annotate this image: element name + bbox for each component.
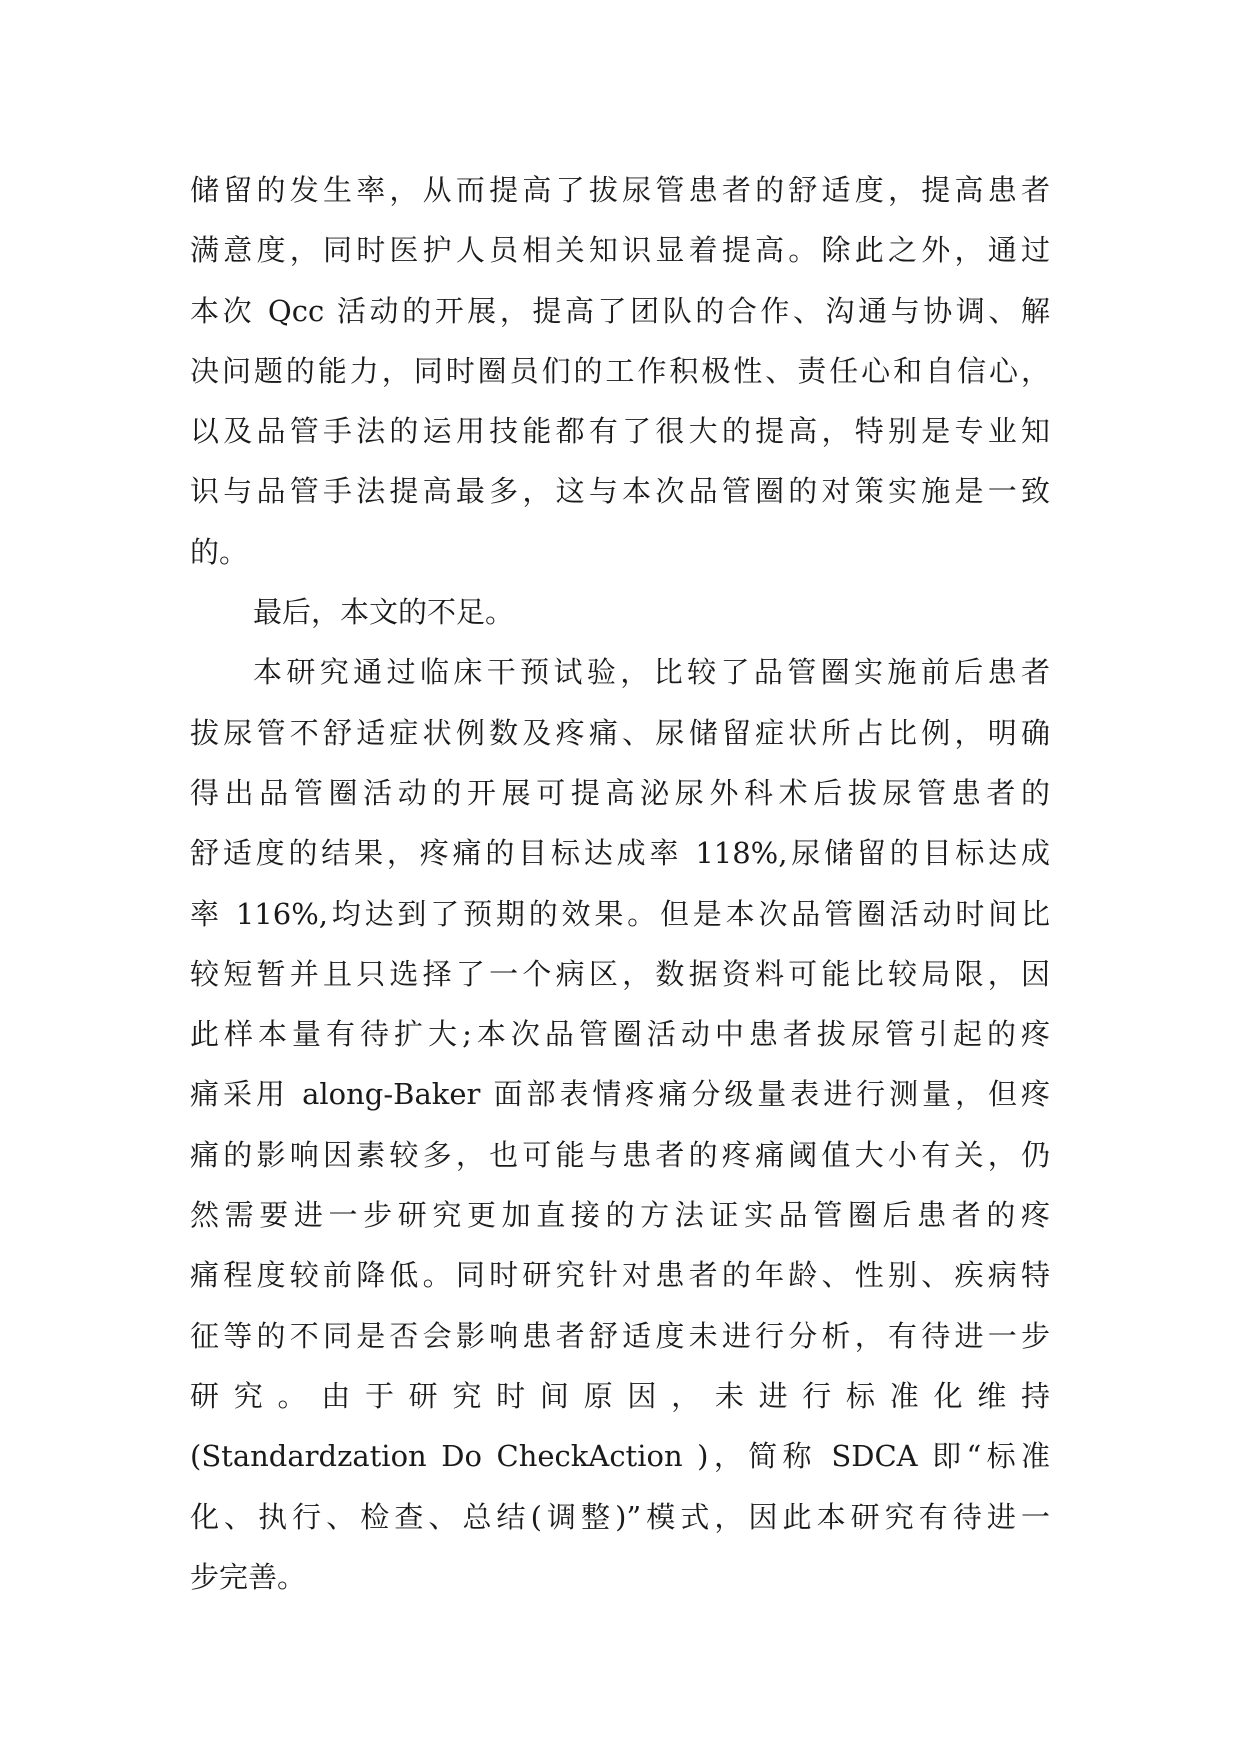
text-line: 痛采用 along-Baker 面部表情疼痛分级量表进行测量，但疼 — [190, 1077, 1050, 1112]
text-line: (Standardzation Do CheckAction )，简称 SDCA 即“标准 — [190, 1439, 1050, 1474]
text-line: 较短暂并且只选择了一个病区，数据资料可能比较局限，因 — [190, 956, 1050, 991]
text-line: 研究。由于研究时间原因，未进行标准化维持 — [190, 1378, 1050, 1413]
text-line: 痛程度较前降低。同时研究针对患者的年龄、性别、疾病特 — [190, 1258, 1050, 1293]
text-line: 此样本量有待扩大;本次品管圈活动中患者拔尿管引起的疼 — [190, 1017, 1050, 1052]
text-line: 得出品管圈活动的开展可提高泌尿外科术后拔尿管患者的 — [190, 775, 1050, 810]
document-body — [190, 160, 1050, 1607]
text-line: 步完善。 — [190, 1559, 307, 1594]
text-line: 的。 — [190, 534, 249, 569]
paragraph-limitations-heading — [190, 582, 1050, 642]
text-line: 储留的发生率，从而提高了拔尿管患者的舒适度，提高患者 — [190, 173, 1050, 207]
text-line: 满意度，同时医护人员相关知识显着提高。除此之外，通过 — [190, 233, 1050, 268]
text-line: 然需要进一步研究更加直接的方法证实品管圈后患者的疼 — [190, 1198, 1050, 1233]
text-line: 本次 Qcc 活动的开展，提高了团队的合作、沟通与协调、解 — [190, 293, 1050, 328]
text-line: 识与品管手法提高最多，这与本次品管圈的对策实施是一致 — [190, 474, 1050, 509]
text-line: 决问题的能力，同时圈员们的工作积极性、责任心和自信心， — [190, 353, 1050, 388]
text-line: 本研究通过临床干预试验，比较了品管圈实施前后患者 — [253, 655, 1050, 690]
text-line: 化、执行、检查、总结(调整)”模式，因此本研究有待进一 — [190, 1499, 1050, 1534]
text-line: 以及品管手法的运用技能都有了很大的提高，特别是专业知 — [190, 414, 1050, 449]
text-line: 最后，本文的不足。 — [253, 595, 515, 630]
text-line: 痛的影响因素较多，也可能与患者的疼痛阈值大小有关，仍 — [190, 1137, 1050, 1172]
paragraph-summary — [190, 160, 1050, 582]
text-line: 率 116%,均达到了预期的效果。但是本次品管圈活动时间比 — [190, 896, 1050, 931]
paragraph-limitations — [190, 642, 1050, 1607]
text-line: 拔尿管不舒适症状例数及疼痛、尿储留症状所占比例，明确 — [190, 715, 1050, 750]
text-line: 舒适度的结果，疼痛的目标达成率 118%,尿储留的目标达成 — [190, 836, 1050, 871]
text-line: 征等的不同是否会影响患者舒适度未进行分析，有待进一步 — [190, 1318, 1050, 1353]
